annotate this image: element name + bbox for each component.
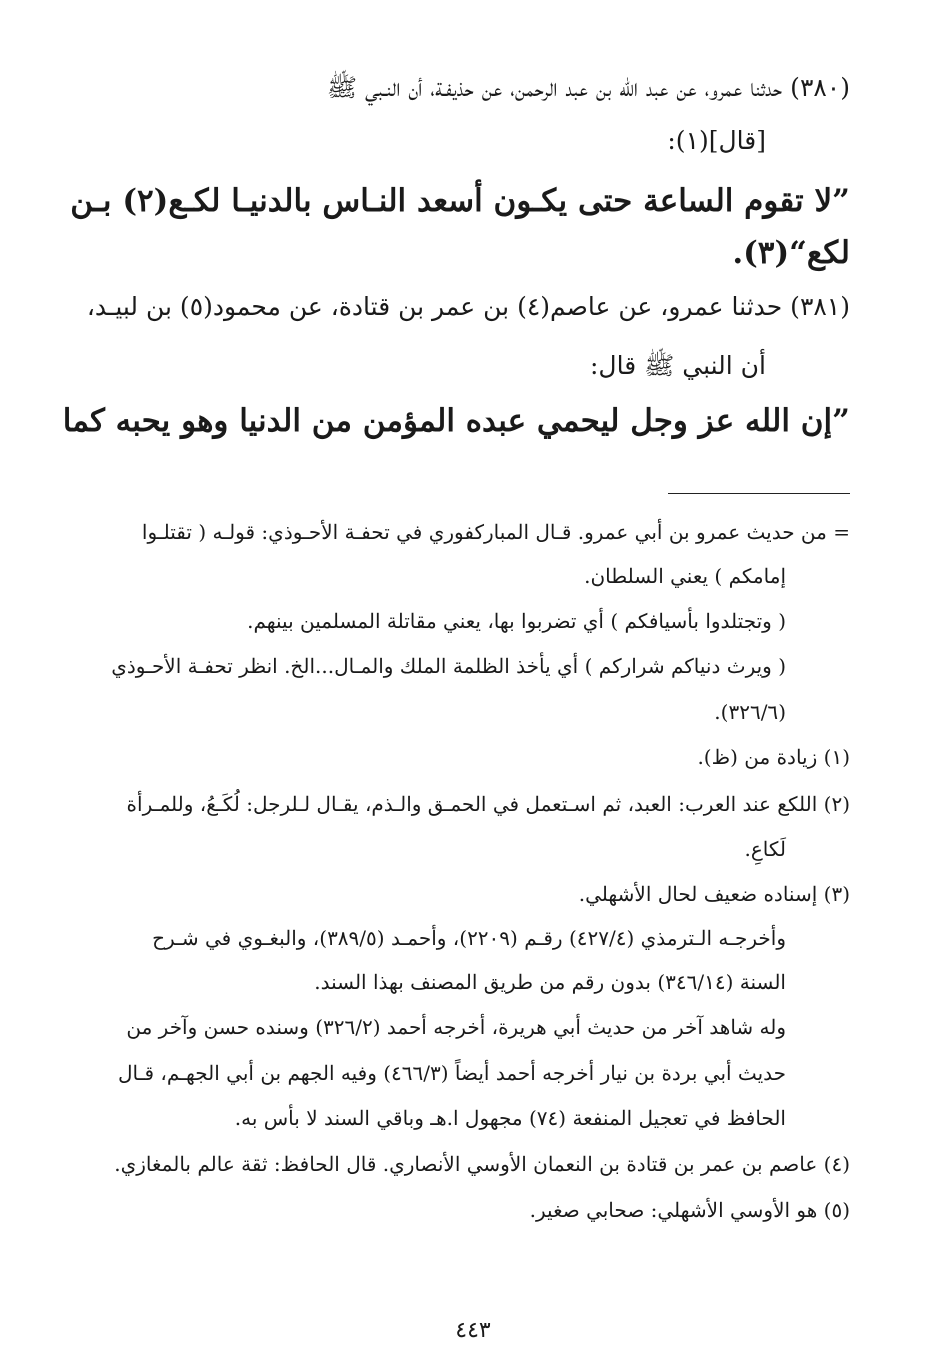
footnote-1: (١) زيادة من (ظ). [697, 745, 850, 769]
hadith-380-qal: [قال](١): [667, 126, 766, 155]
footnote-2-line2: لَكاعِ. [744, 837, 786, 861]
footnote-3-line6: الحافظ في تعجيل المنفعة (٧٤) مجهول ا.هـ وباقي السند لا بأس به. [234, 1106, 786, 1130]
footnote-3-line5: حديث أبي بردة بن نيار أخرجه أحمد أيضاً (٤٦٦/٣) وفيه الجهم بن أبي الجهـم، قـال [118, 1061, 786, 1085]
footnote-continued-line3: ( وتجتلدوا بأسيافكم ) أي تضربوا بها، يعني مقاتلة المسلمين بينهم. [247, 609, 786, 633]
hadith-380-text-line1: ”لا تقوم الساعة حتى يكـون أسعد النـاس بالدنيـا لكـع(٢) بـن [70, 183, 850, 219]
hadith-381-text-line1: ”إن الله عز وجل ليحمي عبده المؤمن من الدنيا وهو يحبه كما [62, 403, 850, 439]
page-number: ٤٤٣ [455, 1318, 491, 1343]
footnote-5: (٥) هو الأوسي الأشهلي: صحابي صغير. [529, 1198, 850, 1222]
hadith-381-qal: أن النبي ﷺ قال: [590, 351, 766, 380]
footnote-continued-line5: (٣٢٦/٦). [714, 700, 786, 724]
footnote-separator [668, 493, 850, 494]
footnote-2-line1: (٢) اللكع عند العرب: العبد، ثم اسـتعمل في الحمـق والـذم، يقـال لـلرجل: لُكَـعُ، وللمـرأة [126, 792, 850, 816]
footnote-3-line3: السنة (٣٤٦/١٤) بدون رقم من طريق المصنف بهذا السند. [314, 970, 786, 994]
footnote-3-line4: وله شاهد آخر من حديث أبي هريرة، أخرجه أحمد (٣٢٦/٢) وسنده حسن وآخر من [126, 1015, 786, 1039]
footnote-3-line1: (٣) إسناده ضعيف لحال الأشهلي. [578, 882, 850, 906]
footnote-continued-line4: ( ويرث دنياكم شراركم ) أي يأخذ الظلمة الملك والمـال...الخ. انظر تحفـة الأحـوذي [111, 654, 786, 678]
footnote-3-line2: وأخرجـه الـترمذي (٤٢٧/٤) رقـم (٢٢٠٩)، وأحمـد (٣٨٩/٥)، والبغـوي في شـرح [152, 926, 786, 950]
footnote-continued-line1: = من حديث عمرو بن أبي عمرو. قـال المباركفوري في تحفـة الأحـوذي: قولـه ( تقتلـوا [141, 520, 850, 544]
hadith-380-text-line2: لكع“(٣). [732, 235, 850, 271]
hadith-380-chain: (٣٨٠) حدثنا عمرو، عن عبد الله بن عبد الرحمن، عن حذيفـة، أن النـبي ﷺ [326, 73, 850, 102]
footnote-continued-line2: إمامكم ) يعني السلطان. [584, 564, 786, 588]
footnote-4: (٤) عاصم بن عمر بن قتادة بن النعمان الأوسي الأنصاري. قال الحافظ: ثقة عالم بالمغازي. [114, 1152, 850, 1176]
hadith-381-chain: (٣٨١) حدثنا عمرو، عن عاصم(٤) بن عمر بن قتادة، عن محمود(٥) بن لبيـد، [86, 292, 850, 321]
